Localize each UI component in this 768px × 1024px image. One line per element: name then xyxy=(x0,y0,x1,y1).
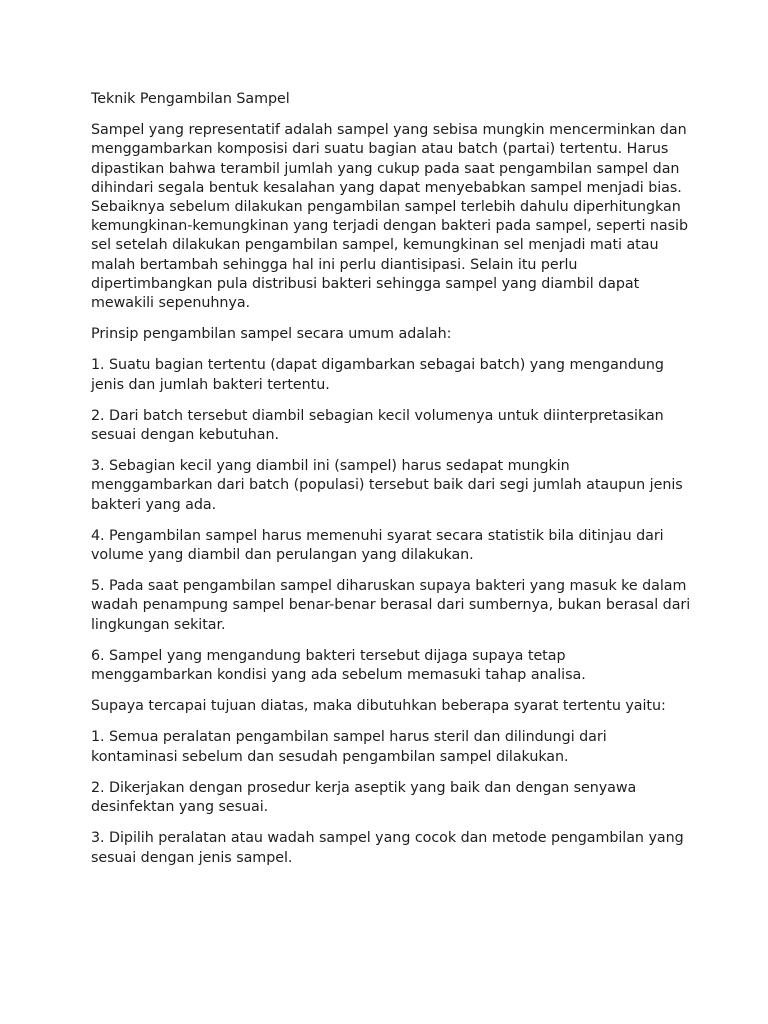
requirements-heading: Supaya tercapai tujuan diatas, maka dibutuhkan beberapa syarat tertentu yaitu: xyxy=(91,698,666,715)
principle-item-5: 5. Pada saat pengambilan sampel diharuskan supaya bakteri yang masuk ke dalam wadah penampung sampel benar-benar berasal dari sumbernya, bukan berasal dari lingkungan sekitar. xyxy=(91,578,691,633)
document-title: Teknik Pengambilan Sampel xyxy=(91,91,290,107)
intro-paragraph: Sampel yang representatif adalah sampel yang sebisa mungkin mencerminkan dan menggambarkan komposisi dari suatu bagian atau batch (partai) tertentu. Harus dipastikan bahwa terambil jumlah yang cukup pada saat pengambilan sampel dan dihindari segala bentuk kesalahan yang dapat menyebabkan sampel menjadi bias. Sebaiknya sebelum dilakukan pengambilan sampel terlebih dahulu diperhitungkan kemungkinan-kemungkinan yang terjadi dengan bakteri pada sampel, seperti nasib sel setelah dilakukan pengambilan sampel, kemungkinan sel menjadi mati atau malah bertambah sehingga hal ini perlu diantisipasi. Selain itu perlu dipertimbangkan pula distribusi bakteri sehingga sampel yang diambil dapat mewakili sepenuhnya. xyxy=(91,122,688,312)
requirement-item-1: 1. Semua peralatan pengambilan sampel harus steril dan dilindungi dari kontaminasi sebelum dan sesudah pengambilan sampel dilakukan. xyxy=(91,729,607,765)
principle-item-3: 3. Sebagian kecil yang diambil ini (sampel) harus sedapat mungkin menggambarkan dari batch (populasi) tersebut baik dari segi jumlah ataupun jenis bakteri yang ada. xyxy=(91,458,683,513)
principle-item-4: 4. Pengambilan sampel harus memenuhi syarat secara statistik bila ditinjau dari volume yang diambil dan perulangan yang dilakukan. xyxy=(91,527,664,564)
principle-item-6: 6. Sampel yang mengandung bakteri tersebut dijaga supaya tetap menggambarkan kondisi yang ada sebelum memasuki tahap analisa. xyxy=(91,647,586,684)
principle-item-2: 2. Dari batch tersebut diambil sebagian kecil volumenya untuk diinterpretasikan sesuai dengan kebutuhan. xyxy=(91,407,664,444)
requirement-item-3: 3. Dipilih peralatan atau wadah sampel yang cocok dan metode pengambilan yang sesuai dengan jenis sampel. xyxy=(91,830,684,866)
document-body xyxy=(91,90,691,880)
principles-heading: Prinsip pengambilan sampel secara umum adalah: xyxy=(91,326,452,343)
requirement-item-2: 2. Dikerjakan dengan prosedur kerja aseptik yang baik dan dengan senyawa desinfektan yang sesuai. xyxy=(91,779,637,816)
principle-item-1: 1. Suatu bagian tertentu (dapat digambarkan sebagai batch) yang mengandung jenis dan jumlah bakteri tertentu. xyxy=(91,357,664,393)
